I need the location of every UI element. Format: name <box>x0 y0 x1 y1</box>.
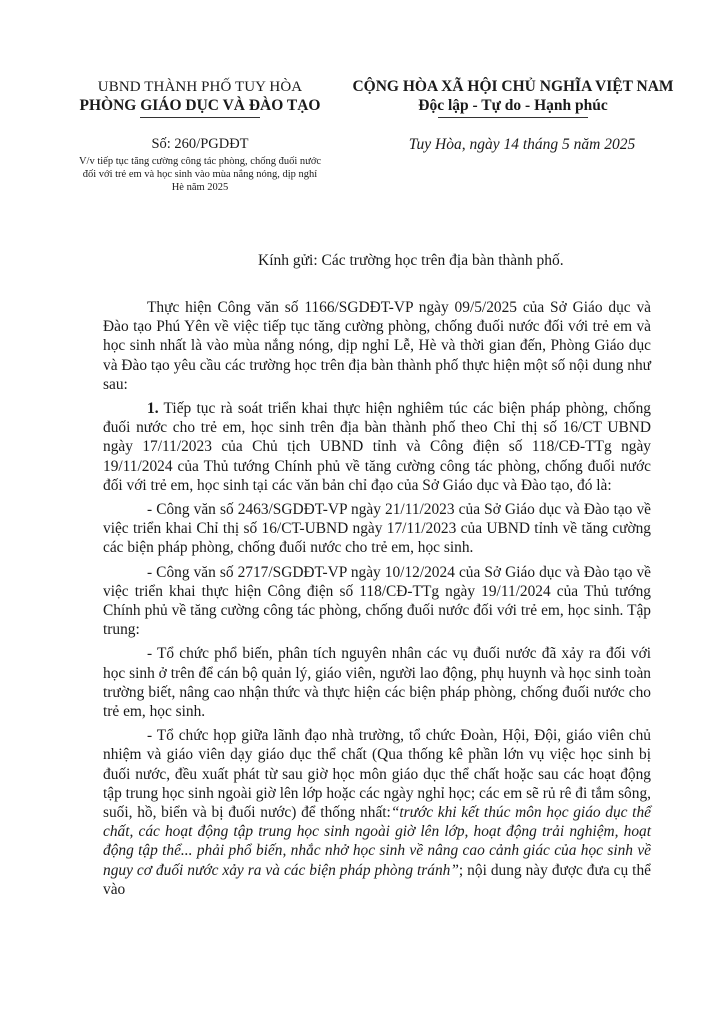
meeting-bullet-quote: “trước khi kết thúc môn học giáo dục thể chất, các hoạt động tập trung học sinh ngoài giờ lên lớp, hoạt động trải nghiệm, hoạt động tập thể... phải phổ biến, nhắc nhở học sinh về nâng cao cảnh giác của học sinh về nguy cơ đuối nước xảy ra và các biện pháp phòng tránh” <box>103 804 651 879</box>
agency-name: UBND THÀNH PHỐ TUY HÒA <box>97 79 303 95</box>
dispatch-2463-paragraph: - Công văn số 2463/SGDĐT-VP ngày 21/11/2023 của Sở Giáo dục và Đào tạo về việc triển khai Chỉ thị số 16/CT-UBND ngày 17/11/2023 của UBND tỉnh về tăng cường các biện pháp phòng, chống đuối nước cho trẻ em, học sinh. <box>103 501 651 557</box>
place-and-date: Tuy Hòa, ngày 14 tháng 5 năm 2025 <box>408 136 636 153</box>
intro-paragraph: Thực hiện Công văn số 1166/SGDĐT-VP ngày 09/5/2025 của Sở Giáo dục và Đào tạo Phú Yên về việc tiếp tục tăng cường phòng, chống đuối nước đối với trẻ em và học sinh nhất là vào mùa nắng nóng, dịp nghỉ Lễ, Hè và thời gian đến, Phòng Giáo dục và Đào tạo yêu cầu các trường học trên địa bàn thành phố thực hiện một số nội dung như sau: <box>103 299 651 393</box>
dispatch-2717-paragraph: - Công văn số 2717/SGDĐT-VP ngày 10/12/2024 của Sở Giáo dục và Đào tạo về việc triển khai thực hiện Công điện số 118/CĐ-TTg ngày 19/11/2024 của Thủ tướng Chính phủ về tăng cường công tác phòng, chống đuối nước đối với trẻ em, học sinh. Tập trung: <box>103 563 651 639</box>
national-title: CỘNG HÒA XÃ HỘI CHỦ NGHĨA VIỆT NAM <box>352 78 674 95</box>
national-motto: Độc lập - Tự do - Hạnh phúc <box>418 97 608 114</box>
meeting-bullet-tail: ; nội dung này được đưa cụ thể vào <box>103 861 651 898</box>
issuing-authority-block <box>60 78 340 118</box>
meeting-bullet <box>103 726 651 899</box>
disseminate-bullet: - Tổ chức phổ biến, phân tích nguyên nhân các vụ đuối nước đã xảy ra đối với học sinh ở trên để cán bộ quản lý, giáo viên, người lao động, phụ huynh và học sinh toàn trường biết, nâng cao nhận thức và thực hiện các biện pháp phòng, chống đuối nước cho trẻ em, học sinh. <box>103 645 651 721</box>
document-subject: V/v tiếp tục tăng cường công tác phòng, chống đuối nước đối với trẻ em và học sinh vào mùa nắng nóng, dịp nghỉ Hè năm 2025 <box>78 156 322 193</box>
item-1-text: Tiếp tục rà soát triển khai thực hiện nghiêm túc các biện pháp phòng, chống đuối nước cho trẻ em, học sinh trên địa bàn thành phố theo Chỉ thị số 16/CT UBND ngày 17/11/2023 của Chủ tịch UBND tỉnh và Công điện số 118/CĐ-TTg ngày 19/11/2024 của Thủ tướng Chính phủ về tăng cường công tác phòng, chống đuối nước đối với trẻ em, học sinh tại các văn bản chỉ đạo của Sở Giáo dục và Đào tạo, đó là: <box>103 400 651 494</box>
national-title-block <box>348 78 678 118</box>
meeting-bullet-lead: - Tổ chức họp giữa lãnh đạo nhà trường, tổ chức Đoàn, Hội, Đội, giáo viên chủ nhiệm và giáo viên dạy giáo dục thể chất (Qua thống kê phần lớn vụ việc học sinh bị đuối nước, đều xuất phát từ sau giờ học môn giáo dục thể chất hoặc sau các hoạt động tập trung học sinh ngoài giờ lên lớp hoặc các ngày nghỉ học; các em sẽ rủ rê đi tắm sông, suối, hồ, biển và bị đuối nước) để thống nhất: <box>103 727 651 822</box>
document-number: Số: 260/PGDĐT <box>151 136 249 152</box>
department-name: PHÒNG GIÁO DỤC VÀ ĐÀO TẠO <box>79 97 321 114</box>
motto-underline <box>438 117 588 118</box>
department-underline <box>140 117 260 118</box>
item-1-number: 1. <box>147 400 159 418</box>
item-1-paragraph <box>103 399 651 495</box>
recipient-line: Kính gửi: Các trường học trên địa bàn thành phố. <box>258 252 564 269</box>
letter-body <box>103 298 651 904</box>
